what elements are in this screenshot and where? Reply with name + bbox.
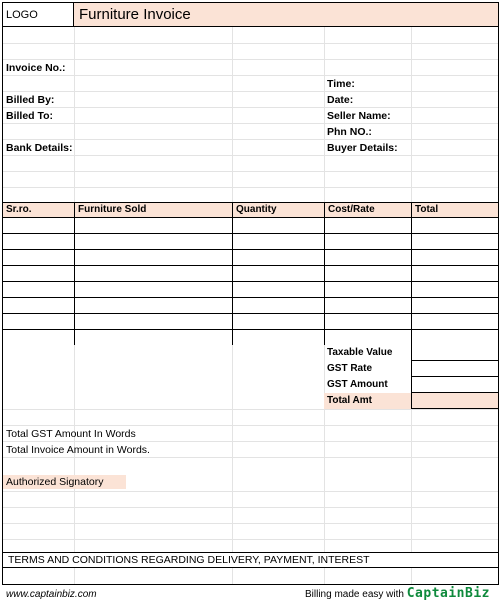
bank-details-label: Bank Details: — [6, 142, 73, 154]
table-row-line — [3, 313, 498, 314]
table-row-line — [3, 297, 498, 298]
grid-line — [3, 523, 498, 524]
total-amt-label: Total Amt — [324, 393, 498, 409]
tagline-text: Billing made easy with — [305, 589, 404, 600]
table-row-line — [3, 233, 498, 234]
seller-name-label: Seller Name: — [327, 110, 391, 122]
phone-no-label: Phn NO.: — [327, 126, 372, 138]
grid-line — [3, 425, 498, 426]
table-column-line — [74, 218, 75, 345]
gst-amount-cell — [411, 377, 498, 393]
column-header: Sr.ro. — [6, 204, 32, 215]
taxable-value-label: Taxable Value — [327, 347, 393, 358]
website-link[interactable]: www.captainbiz.com — [6, 589, 97, 600]
invoice-title: Furniture Invoice — [74, 3, 498, 27]
grid-line — [3, 409, 498, 410]
billed-to-label: Billed To: — [6, 110, 54, 122]
grid-line — [3, 539, 498, 540]
grid-line — [3, 139, 498, 140]
billed-by-label: Billed By: — [6, 94, 55, 106]
grid-line — [3, 457, 498, 458]
logo-placeholder: LOGO — [3, 3, 74, 27]
grid-line — [3, 59, 498, 60]
gst-rate-cell — [411, 361, 498, 377]
grid-line — [3, 107, 498, 108]
table-row-line — [3, 281, 498, 282]
items-table-header — [3, 202, 498, 218]
grid-line — [3, 507, 498, 508]
date-label: Date: — [327, 94, 354, 106]
terms-and-conditions: TERMS AND CONDITIONS REGARDING DELIVERY, PAYMENT, INTEREST — [3, 552, 498, 568]
invoice-no-label: Invoice No.: — [6, 62, 66, 74]
grid-line — [3, 491, 498, 492]
invoice-in-words-label: Total Invoice Amount in Words. — [6, 444, 150, 456]
grid-line — [3, 43, 498, 44]
taxable-value-cell — [411, 345, 498, 361]
buyer-details-label: Buyer Details: — [327, 142, 398, 154]
gst-amount-label: GST Amount — [327, 379, 388, 390]
grid-line — [3, 441, 498, 442]
column-header: Cost/Rate — [324, 203, 411, 217]
table-column-line — [411, 218, 412, 345]
column-header: Total — [411, 203, 498, 217]
invoice-sheet — [2, 2, 499, 585]
grid-line — [3, 123, 498, 124]
column-header: Furniture Sold — [74, 203, 232, 217]
footer-tagline — [305, 586, 490, 602]
column-header: Quantity — [232, 203, 324, 217]
grid-line — [3, 75, 498, 76]
table-row-line — [3, 249, 498, 250]
total-amt-cell — [411, 393, 498, 409]
grid-line — [3, 187, 498, 188]
authorized-signatory-label: Authorized Signatory — [3, 475, 126, 489]
table-column-line — [232, 218, 233, 345]
table-row-line — [3, 265, 498, 266]
grid-line — [3, 91, 498, 92]
table-row-line — [3, 329, 498, 330]
grid-line — [3, 171, 498, 172]
time-label: Time: — [327, 78, 355, 90]
brand-logo: CaptainBiz — [406, 586, 490, 601]
grid-line — [3, 155, 498, 156]
table-column-line — [324, 218, 325, 345]
gst-rate-label: GST Rate — [327, 363, 373, 374]
gst-in-words-label: Total GST Amount In Words — [6, 428, 136, 440]
